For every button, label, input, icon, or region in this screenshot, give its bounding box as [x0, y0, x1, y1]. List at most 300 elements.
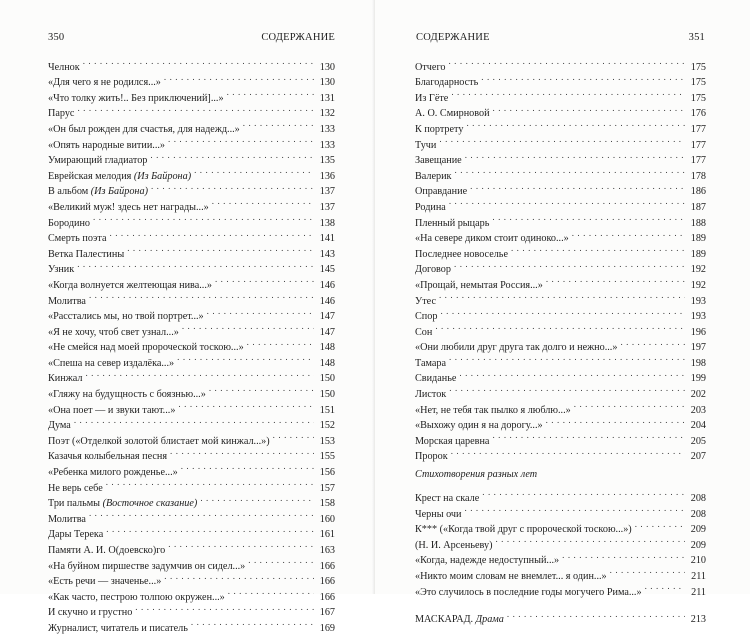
toc-entry [415, 210, 706, 229]
toc-entry-page: 211 [691, 571, 706, 582]
toc-entry-page: 209 [690, 524, 706, 536]
entry-title-text: «Опять народные витии...» [48, 139, 166, 151]
toc-entry-title [415, 449, 448, 465]
entry-title-text: Из Гёте [415, 92, 449, 104]
entry-title-text: К*** («Когда твой друг с пророческой тоскою...») [415, 524, 632, 536]
dot-leader [449, 194, 685, 210]
entry-title-text: Свиданье [415, 373, 457, 385]
toc-entry [415, 304, 706, 323]
toc-entry-page: 143 [319, 248, 335, 260]
toc-entry-title [415, 294, 436, 310]
toc-entry [415, 607, 706, 626]
toc-entry [415, 194, 706, 213]
dot-leader [439, 132, 685, 148]
toc-entry [415, 319, 706, 338]
dot-leader [181, 459, 314, 475]
toc-entry [415, 272, 706, 291]
toc-entry-page: 207 [690, 451, 706, 463]
toc-entry-title [48, 449, 167, 465]
entry-title-text: «Она поет — и звуки тают...» [48, 404, 176, 416]
entry-title-text: Памяти А. И. О(доевско)го [48, 545, 166, 556]
dot-leader [449, 350, 685, 366]
left-page [0, 0, 375, 634]
toc-entry-page: 202 [690, 389, 706, 401]
entry-title-text: Утес [415, 295, 436, 307]
entry-title-text: «Нет, не тебя так пылко я люблю...» [415, 404, 571, 416]
entry-title-text: Спор [415, 311, 438, 323]
toc-entry [415, 257, 706, 276]
dot-leader [168, 537, 314, 553]
toc-entry-page: 161 [319, 529, 335, 541]
entry-title-text: Не верь себе [48, 482, 103, 494]
dot-leader [247, 335, 314, 351]
dot-leader [546, 272, 685, 288]
entry-title-text: Три пальмы [48, 498, 101, 510]
toc-entry-page: 208 [690, 508, 706, 520]
toc-entry [48, 226, 335, 245]
toc-entry [415, 70, 706, 89]
toc-entry-page: 186 [690, 186, 706, 198]
toc-entry-page: 146 [319, 279, 335, 291]
toc-entry [415, 54, 706, 73]
dot-leader [507, 607, 685, 623]
entry-title-text: Дары Терека [48, 529, 104, 541]
entry-title-text: Дума [48, 420, 71, 432]
toc-entry-title [48, 418, 71, 434]
toc-entry-page: 169 [319, 622, 335, 634]
toc-entry-page: 188 [690, 217, 706, 229]
entry-title-text: Молитва [48, 513, 86, 525]
toc-entry-page: 198 [690, 357, 706, 369]
toc-entry-page: 211 [691, 586, 706, 598]
entry-title-text: Парус [48, 108, 75, 120]
toc-entry [48, 428, 335, 447]
toc-entry-page: 176 [690, 108, 706, 120]
dot-leader [635, 517, 685, 533]
toc-entry-title [48, 512, 86, 528]
entry-title-text: Последнее новоселье [415, 248, 508, 260]
dot-leader [435, 319, 685, 335]
entry-title-text: Челнок [48, 61, 80, 73]
toc-entry-page: 175 [690, 92, 706, 104]
entry-title-text: «Великий муж! здесь нет награды...» [48, 201, 209, 213]
toc-entry-title [48, 153, 147, 169]
toc-entry-page: 156 [319, 467, 335, 479]
toc-entry-page: 193 [690, 295, 706, 307]
toc-entry-title [415, 356, 446, 372]
toc-entry-page: 146 [319, 295, 335, 307]
toc-entry-page: 150 [319, 373, 335, 385]
entry-title-text: Молитва [48, 295, 86, 307]
dot-leader [164, 70, 314, 86]
dot-leader [200, 491, 314, 507]
dot-leader [449, 381, 685, 397]
toc-entry-page: 137 [319, 201, 335, 213]
toc-entry-page: 192 [690, 264, 706, 276]
dot-leader [439, 288, 685, 304]
toc-entry-page: 147 [319, 326, 335, 338]
dot-leader [493, 101, 685, 117]
entry-title-text: «Есть речи — значенье...» [48, 576, 162, 588]
toc-entry [48, 366, 335, 385]
dot-leader [492, 428, 685, 444]
dot-leader [110, 226, 314, 242]
toc-entry-page: 133 [319, 123, 335, 135]
toc-entry [48, 522, 335, 541]
entry-title-text: Пленный рыцарь [415, 217, 490, 229]
entry-title-text: «Я не хочу, чтоб свет узнал...» [48, 326, 179, 338]
entry-subtitle: Драма [475, 614, 504, 626]
dot-leader [178, 397, 314, 413]
toc-entry-page: 175 [690, 61, 706, 73]
entry-title-text: «Они любили друг друга так долго и нежно...» [415, 342, 618, 354]
toc-entry-title [415, 262, 451, 278]
toc-entry-page: 204 [690, 420, 706, 432]
toc-entry [48, 70, 335, 89]
toc-entry [48, 101, 335, 120]
dot-leader [454, 257, 685, 273]
toc-entry-page: 135 [319, 155, 335, 167]
dot-leader [574, 397, 685, 413]
entry-title-text: Листок [415, 389, 447, 401]
toc-entry-page: 160 [319, 513, 335, 525]
toc-entry-title [48, 138, 165, 154]
toc-entry-title [415, 138, 436, 154]
dot-leader [465, 501, 686, 517]
toc-entry-title [48, 621, 188, 637]
entry-title-text: Морская царевна [415, 435, 490, 447]
toc-entry-page: 199 [690, 373, 706, 385]
entry-title-text: Журналист, читатель и писатель [48, 622, 188, 634]
toc-entry [415, 397, 706, 416]
entry-title-text: Казачья колыбельная песня [48, 451, 168, 463]
entry-title-text: Тучи [415, 139, 437, 151]
toc-entry-page: 175 [690, 77, 706, 89]
dot-leader [207, 304, 314, 320]
dot-leader [164, 569, 314, 585]
toc-entry-page: 193 [690, 311, 706, 323]
toc-entry-title [48, 527, 103, 543]
toc-entry [48, 413, 335, 432]
dot-leader [492, 210, 685, 226]
entry-title-text: «Не смейся над моей пророческой тоскою...» [48, 342, 244, 354]
toc-entry-page: 177 [690, 155, 706, 167]
toc-entry [415, 335, 706, 354]
toc-entry-page: 208 [690, 493, 706, 505]
entry-title-text: В альбом [48, 186, 89, 198]
toc-list [415, 54, 706, 626]
dot-leader [645, 579, 685, 595]
toc-entry-page: 148 [319, 357, 335, 369]
toc-entry [415, 366, 706, 385]
toc-entry-page: 158 [319, 498, 335, 510]
dot-leader [89, 506, 314, 522]
dot-leader [89, 288, 314, 304]
dot-leader [127, 241, 314, 257]
toc-entry-page: 155 [319, 451, 335, 463]
toc-entry-title [415, 612, 504, 628]
dot-leader [465, 148, 685, 164]
dot-leader [93, 210, 314, 226]
dot-leader [209, 381, 314, 397]
dot-leader [440, 304, 685, 320]
dot-leader [106, 475, 314, 491]
toc-entry [48, 506, 335, 525]
dot-leader [495, 532, 685, 548]
dot-leader [150, 148, 314, 164]
dot-leader [481, 70, 685, 86]
entry-title-text: «На севере диком стоит одиноко...» [415, 233, 569, 245]
dot-leader [562, 548, 685, 564]
dot-leader [177, 350, 314, 366]
toc-entry-page: 152 [319, 420, 335, 432]
entry-title-text: «Гляжу на будущность с боязнью...» [48, 389, 206, 401]
entry-title-text: К портрету [415, 123, 464, 135]
toc-entry-title [48, 231, 107, 247]
toc-entry [48, 116, 335, 135]
running-title: СОДЕРЖАНИЕ [261, 32, 335, 43]
dot-leader [466, 116, 685, 132]
entry-subtitle: (Восточное сказание) [102, 498, 198, 510]
entry-title-text: «Когда волнуется желтеющая нива...» [48, 279, 212, 291]
dot-leader [151, 179, 314, 195]
toc-entry-page: 157 [319, 482, 335, 494]
toc-entry-title [415, 507, 462, 523]
toc-entry-title [415, 585, 642, 601]
entry-title-text: Валерик [415, 170, 452, 182]
toc-entry-page: 177 [690, 139, 706, 151]
toc-entry [415, 163, 706, 182]
page-number: 351 [688, 32, 705, 43]
toc-entry [415, 381, 706, 401]
toc-entry-title [48, 325, 179, 341]
toc-entry-page: 153 [319, 435, 335, 447]
dot-leader [459, 366, 685, 382]
dot-leader [448, 54, 685, 70]
toc-entry [415, 485, 706, 505]
toc-entry-page: 167 [319, 607, 335, 619]
toc-entry-page: 192 [690, 279, 706, 291]
toc-entry [415, 148, 706, 167]
toc-entry-title [48, 371, 82, 387]
entry-subtitle: (Из Байрона) [90, 186, 148, 198]
entry-title-text: Сон [415, 326, 433, 338]
dot-leader [74, 413, 314, 429]
toc-entry-title [48, 481, 103, 497]
toc-list [48, 54, 335, 634]
entry-title-text: Пророк [415, 451, 448, 463]
entry-title-text: Узник [48, 264, 75, 276]
toc-entry-title [415, 325, 432, 341]
toc-entry-title [48, 184, 148, 200]
toc-entry-title [415, 200, 446, 216]
entry-title-text: МАСКАРАД. [415, 614, 474, 626]
entry-title-text: Ветка Палестины [48, 248, 125, 260]
entry-title-text: И скучно и грустно [48, 607, 133, 619]
entry-title-text: Бородино [48, 217, 91, 229]
toc-entry-title [48, 543, 165, 559]
dot-leader [451, 85, 685, 101]
entry-title-text: «Никто моим словам не внемлет... я один...» [415, 571, 607, 582]
toc-entry-page: 205 [690, 435, 706, 447]
toc-entry-title [48, 262, 74, 278]
entry-title-text: «Что толку жить!.. Без приключений]...» [48, 92, 224, 104]
entry-title-text: «Прощай, немытая Россия...» [415, 279, 543, 291]
entry-title-text: Черны очи [415, 508, 462, 520]
toc-entry [415, 85, 706, 104]
toc-entry-page: 141 [319, 233, 335, 245]
toc-entry-page: 137 [319, 186, 335, 198]
toc-entry-page: 189 [690, 233, 706, 245]
dot-leader [83, 54, 314, 70]
entry-title-text: «Ребенка милого рожденье...» [48, 467, 178, 479]
toc-entry-page: 138 [319, 217, 335, 229]
toc-entry-page: 177 [690, 123, 706, 135]
entry-title-text: Тамара [415, 357, 447, 369]
toc-entry-page: 131 [319, 92, 335, 104]
toc-entry-page: 196 [690, 326, 706, 338]
toc-entry-page: 166 [319, 560, 335, 572]
toc-entry-title [415, 91, 448, 107]
entry-title-text: «Он был рожден для счастья, для надежд...» [48, 123, 240, 135]
dot-leader [511, 241, 685, 257]
toc-entry-page: 189 [690, 248, 706, 260]
toc-entry-page: 187 [690, 201, 706, 213]
toc-entry-title [415, 569, 607, 585]
toc-entry-page: 213 [690, 614, 706, 626]
dot-leader [170, 444, 314, 460]
toc-entry [48, 272, 335, 291]
running-title: СОДЕРЖАНИЕ [416, 32, 490, 43]
toc-entry-page: 163 [319, 545, 335, 556]
toc-entry-page: 151 [319, 404, 335, 416]
entry-title-text: «Для чего я не родился...» [48, 77, 161, 89]
toc-entry-page: 145 [319, 264, 335, 276]
toc-entry [415, 179, 706, 198]
toc-entry-page: 132 [319, 108, 335, 120]
dot-leader [135, 600, 314, 616]
entry-title-text: Родина [415, 201, 446, 213]
toc-entry-title [48, 309, 204, 325]
toc-entry-page: 209 [690, 539, 706, 551]
dot-leader [227, 85, 314, 101]
dot-leader [610, 563, 685, 579]
entry-title-text: Крест на скале [415, 493, 480, 505]
toc-entry-title [48, 60, 80, 76]
toc-entry-title [415, 553, 559, 569]
entry-subtitle: (Из Байрона) [133, 170, 192, 182]
dot-leader [194, 163, 314, 179]
toc-entry [48, 257, 335, 276]
dot-leader [451, 444, 685, 460]
toc-entry-title [48, 574, 161, 590]
toc-entry-page: 148 [319, 342, 335, 354]
dot-leader [215, 272, 314, 288]
toc-entry-page: 197 [690, 342, 706, 354]
toc-entry [415, 350, 706, 369]
entry-title-text: «Это случилось в последние годы могучего Рима...» [415, 586, 642, 598]
dot-leader [106, 522, 314, 538]
entry-title-text: Кинжал [48, 373, 83, 385]
entry-title-text: Договор [415, 264, 451, 276]
entry-title-text: Умирающий гладиатор [48, 155, 148, 167]
dot-leader [85, 366, 314, 382]
toc-entry-page: 130 [319, 77, 335, 89]
dot-leader [273, 428, 314, 444]
dot-leader [182, 319, 314, 335]
dot-leader [455, 163, 685, 179]
entry-title-text: (Н. И. Арсеньеву) [415, 539, 493, 551]
entry-title-text: «Выхожу один я на дорогу...» [415, 420, 543, 432]
dot-leader [482, 485, 685, 501]
entry-title-text: Благодарность [415, 77, 479, 89]
right-page [375, 0, 750, 626]
toc-entry-title [415, 387, 446, 403]
dot-leader [248, 553, 314, 569]
toc-entry-page: 150 [319, 389, 335, 401]
dot-leader [191, 615, 314, 631]
toc-entry-page: 130 [319, 61, 335, 73]
entry-title-text: Завещание [415, 155, 462, 167]
toc-entry [48, 54, 335, 73]
toc-entry-title [48, 294, 86, 310]
entry-title-text: Еврейская мелодия [48, 170, 132, 182]
dot-leader [228, 584, 314, 600]
toc-entry-title [48, 216, 90, 232]
toc-entry-title [48, 106, 74, 122]
toc-entry [415, 101, 706, 120]
toc-entry-title [415, 216, 489, 232]
toc-entry-page: 133 [319, 139, 335, 151]
entry-title-text: «Как часто, пестрою толпою окружен...» [48, 591, 225, 603]
dot-leader [470, 179, 685, 195]
entry-title-text: «На буйном пиршестве задумчив он сидел...» [48, 560, 246, 572]
toc-entry [415, 132, 706, 151]
toc-entry-page: 136 [319, 170, 335, 182]
entry-title-text: Смерть поэта [48, 233, 107, 245]
dot-leader [620, 335, 685, 351]
entry-title-text: «Расстались мы, но твой портрет...» [48, 311, 204, 323]
toc-entry [415, 444, 706, 463]
toc-entry [48, 304, 335, 323]
entry-title-text: «Спеша на север издалёка...» [48, 357, 175, 369]
section-heading: Стихотворения разных лет [415, 469, 538, 481]
toc-entry-title [415, 309, 437, 325]
dot-leader [77, 101, 314, 117]
toc-entry-page: 166 [319, 576, 335, 588]
toc-entry [48, 288, 335, 307]
toc-entry-title [48, 75, 161, 91]
dot-leader [212, 194, 314, 210]
toc-entry-title [415, 60, 445, 76]
toc-entry-page: 210 [690, 555, 706, 567]
dot-leader [168, 132, 314, 148]
dot-leader [77, 257, 314, 273]
entry-title-text: Отчего [415, 61, 446, 73]
toc-entry-title [415, 169, 452, 185]
toc-entry-page: 147 [319, 311, 335, 323]
dot-leader [243, 116, 314, 132]
toc-entry-page: 203 [690, 404, 706, 416]
toc-entry-title [415, 538, 492, 554]
dot-leader [572, 226, 685, 242]
entry-title-text: Оправдание [415, 186, 468, 198]
entry-title-text: «Когда, надежде недоступный...» [415, 555, 560, 567]
toc-entry-title [48, 605, 132, 621]
page-number: 350 [48, 32, 65, 43]
dot-leader [546, 413, 685, 429]
toc-entry-page: 166 [319, 591, 335, 603]
